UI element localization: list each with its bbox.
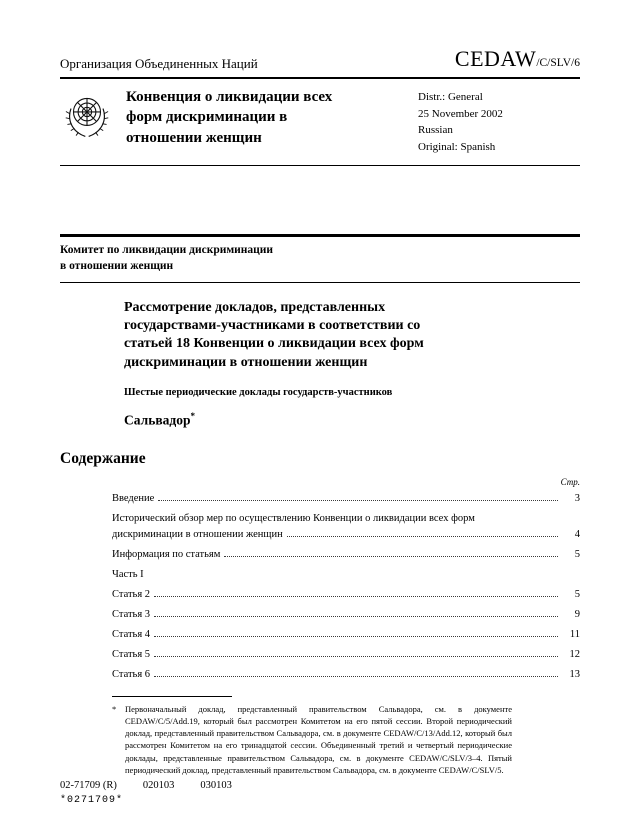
toc-item-label: Статья 3 [112,609,151,621]
toc-item-label: Введение [112,493,155,505]
toc [112,493,580,680]
report-title: Рассмотрение докладов, представленных государствами-участниками в соответствии со статьей 18 Конвенции о ликвидации всех форм дискриминации в отношении женщин [124,300,424,370]
toc-item-label: Статья 6 [112,669,151,681]
toc-row [112,589,580,600]
document-symbol-suffix: /C/SLV/6 [536,57,580,69]
toc-item-label: Часть I [112,569,144,581]
toc-item-label: Статья 4 [112,629,151,641]
toc-page-number: 13 [569,669,580,681]
toc-leader [154,616,558,617]
toc-item-label: Статья 5 [112,649,151,661]
print-code-2: 030103 [200,780,232,791]
distribution-block [418,87,580,155]
document-title: Конвенция о ликвидации всех форм дискриминации в отношении женщин [126,89,333,146]
footnote-marker: * [112,704,117,715]
distr-language: Russian [418,124,453,136]
document-symbol-main: CEDAW [454,46,537,71]
country-name [124,411,580,429]
spacer [60,166,580,234]
toc-row [112,493,580,504]
toc-leader [154,676,558,677]
toc-leader [154,656,558,657]
toc-page-column-label: Стр. [560,477,580,488]
un-emblem-icon [60,89,114,145]
masthead [60,79,580,165]
document-number: 02-71709 (R) [60,780,117,791]
country-footnote-marker: * [190,410,195,421]
committee-name-line1: Комитет по ликвидации дискриминации [60,244,274,256]
toc-title: Содержание [60,450,146,468]
committee-rule-bottom [60,282,580,283]
organization-name: Организация Объединенных Наций [60,56,258,71]
distr-line: Distr.: General [418,91,483,103]
toc-leader [158,500,558,501]
footnote [112,703,512,775]
toc-row [112,629,580,640]
toc-page-number: 3 [574,493,580,505]
print-code-1: 020103 [142,780,175,791]
toc-row [112,549,580,560]
toc-row [112,513,580,540]
toc-leader [287,536,558,537]
toc-item-label: Исторический обзор мер по осуществлению Конвенции о ликвидации всех форм [112,513,475,525]
toc-item-label: Информация по статьям [112,549,221,561]
toc-page-number: 5 [574,549,580,561]
toc-row [112,569,580,580]
committee-name-line2: в отношении женщин [60,259,174,272]
toc-page-number: 12 [569,649,580,661]
toc-row [112,609,580,620]
toc-leader [224,556,558,557]
toc-item-label: дискриминации в отношении женщин [112,529,283,541]
committee-name [60,237,580,282]
barcode-text: *0271709* [60,795,124,806]
toc-row [112,649,580,660]
toc-page-number: 5 [574,589,580,601]
document-symbol [455,46,580,72]
country-name-text: Сальвадор [124,412,191,428]
toc-row [112,669,580,680]
distr-original: Original: Spanish [418,140,496,153]
toc-page-number: 11 [569,629,580,641]
footnote-text: Первоначальный доклад, представленный правительством Сальвадора, см. в документе CEDAW/C/5/Add.19, который был рассмотрен Комитетом на его пятой сессии. Второй периодический доклад, представленный правительством Сальвадора, см. в документе CEDAW/C/13/Add.12, который был рассмотрен Комитетом на его тринадцатой сессии. Объединенный третий и четвертый периодические доклады, представленные правительством Сальвадора, см. в документе CEDAW/C/SLV/3–4. Пятый периодический доклад, представленный правительством Сальвадора, см. в документе CEDAW/C/SLV/5. [125,704,512,775]
document-header [60,46,580,72]
distr-date: 25 November 2002 [418,107,503,120]
toc-page-number: 4 [574,529,580,541]
footer-codes [60,780,258,791]
page-footer [60,780,258,806]
toc-item-label: Статья 2 [112,589,151,601]
footnote-separator [112,696,232,697]
report-subtitle: Шестые периодические доклады государств-участников [124,386,393,398]
toc-page-number: 9 [574,609,580,621]
toc-leader [154,596,558,597]
toc-leader [154,636,558,637]
